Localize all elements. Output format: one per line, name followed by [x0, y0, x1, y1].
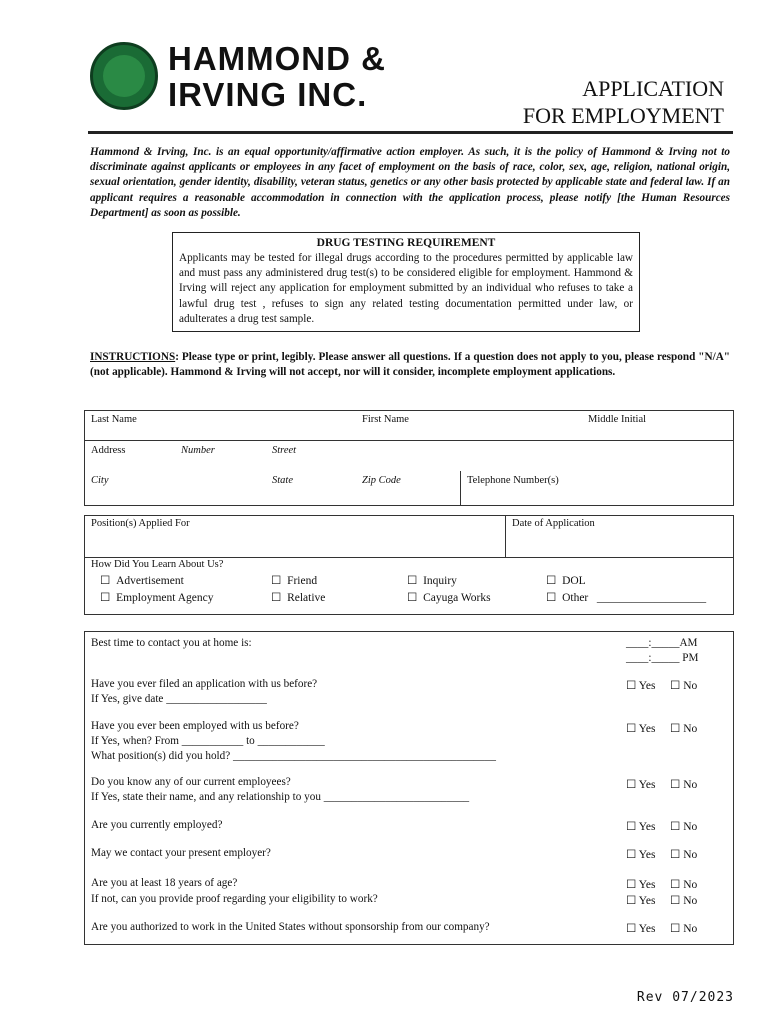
yes-label: Yes: [638, 779, 656, 791]
no-label: No: [683, 821, 698, 833]
divider: [84, 557, 734, 558]
checkbox-icon[interactable]: ☐: [626, 680, 637, 692]
address-street-label: Street: [272, 445, 297, 456]
q-employed-before-yes[interactable]: [626, 721, 656, 735]
first-name-field[interactable]: First Name: [362, 414, 409, 425]
option-label: Employment Agency: [116, 592, 214, 604]
no-label: No: [683, 680, 698, 692]
option-advertisement[interactable]: [100, 573, 184, 587]
no-label: No: [683, 779, 698, 791]
checkbox-icon[interactable]: ☐: [407, 592, 418, 604]
eeo-statement: Hammond & Irving, Inc. is an equal opportunity/affirmative action employer. As such, it is the policy of Hammond & Irving not to discriminate against applicants or employees in any facet of employment on the basis of race, color, sex, age, religion, national origin, sexual orientation, gender identity, disability, veteran status, genetics or any other basis protected by applicable state and federal law. If an applicant requires a reasonable accommodation in connection with the application process, please notify [the Human Resources Department] as soon as possible.: [90, 146, 730, 219]
q-employed-before-when-input[interactable]: If Yes, when? From ___________ to ____________: [91, 735, 325, 747]
checkbox-icon[interactable]: ☐: [670, 779, 681, 791]
no-label: No: [683, 723, 698, 735]
best-time-label: Best time to contact you at home is:: [91, 637, 252, 649]
q-age-18-yes[interactable]: [626, 877, 656, 891]
learn-about-label: How Did You Learn About Us?: [91, 559, 224, 570]
q-employed-before: Have you ever been employed with us before?: [91, 720, 299, 732]
q-know-employees-relationship-input[interactable]: If Yes, state their name, and any relationship to you __________________________: [91, 791, 470, 803]
yes-label: Yes: [638, 923, 656, 935]
checkbox-icon[interactable]: ☐: [546, 592, 557, 604]
q-currently-employed-yes[interactable]: [626, 819, 656, 833]
best-time-pm-input[interactable]: ____:_____ PM: [626, 652, 699, 664]
option-relative[interactable]: [271, 590, 325, 604]
q-know-employees-no[interactable]: [670, 777, 697, 791]
checkbox-icon[interactable]: ☐: [626, 879, 637, 891]
yes-label: Yes: [638, 680, 656, 692]
q-eligibility-proof: If not, can you provide proof regarding your eligibility to work?: [91, 893, 378, 905]
page-title-line2: FOR EMPLOYMENT: [522, 103, 724, 128]
checkbox-icon[interactable]: ☐: [670, 849, 681, 861]
checkbox-icon[interactable]: ☐: [670, 923, 681, 935]
checkbox-icon[interactable]: ☐: [271, 592, 282, 604]
logo-text-line2: IRVING INC.: [168, 76, 368, 113]
q-work-authorization: Are you authorized to work in the United States without sponsorship from our company?: [91, 921, 490, 933]
instructions-text: : Please type or print, legibly. Please answer all questions. If a question does not apply to you, please respond "N/A" (not applicable). Hammond & Irving will not accept, nor will it consider, incomplete employment applications.: [90, 351, 730, 379]
option-cayuga-works[interactable]: [407, 590, 491, 604]
yes-label: Yes: [638, 879, 656, 891]
option-label: Other: [562, 592, 589, 604]
q-age-18: Are you at least 18 years of age?: [91, 877, 238, 889]
position-applied-field[interactable]: Position(s) Applied For: [91, 518, 190, 529]
other-input[interactable]: ___________________: [596, 592, 707, 604]
checkbox-icon[interactable]: ☐: [670, 879, 681, 891]
checkbox-icon[interactable]: ☐: [626, 895, 637, 907]
header-divider: [88, 131, 733, 134]
q-employed-before-no[interactable]: [670, 721, 697, 735]
checkbox-icon[interactable]: ☐: [626, 821, 637, 833]
yes-label: Yes: [638, 895, 656, 907]
city-field[interactable]: City: [91, 475, 109, 486]
last-name-field[interactable]: Last Name: [91, 414, 137, 425]
checkbox-icon[interactable]: ☐: [626, 779, 637, 791]
checkbox-icon[interactable]: ☐: [100, 592, 111, 604]
q-filed-before: Have you ever filed an application with us before?: [91, 678, 318, 690]
divider: [84, 440, 734, 441]
no-label: No: [683, 923, 698, 935]
q-know-employees-yes[interactable]: [626, 777, 656, 791]
checkbox-icon[interactable]: ☐: [670, 680, 681, 692]
company-logo: [88, 40, 418, 116]
checkbox-icon[interactable]: ☐: [626, 923, 637, 935]
q-contact-employer-yes[interactable]: [626, 847, 656, 861]
instructions-label: INSTRUCTIONS: [90, 351, 176, 363]
no-label: No: [683, 879, 698, 891]
q-filed-before-no[interactable]: [670, 678, 697, 692]
option-label: Relative: [287, 592, 326, 604]
checkbox-icon[interactable]: ☐: [271, 575, 282, 587]
q-eligibility-proof-no[interactable]: [670, 893, 697, 907]
option-label: Advertisement: [116, 575, 184, 587]
instructions: [90, 350, 730, 380]
checkbox-icon[interactable]: ☐: [546, 575, 557, 587]
q-work-authorization-yes[interactable]: [626, 921, 656, 935]
checkbox-icon[interactable]: ☐: [670, 723, 681, 735]
address-number-label: Number: [181, 445, 215, 456]
yes-label: Yes: [638, 723, 656, 735]
q-employed-before-position-input[interactable]: What position(s) did you hold? _______________________________________________: [91, 750, 496, 762]
telephone-field[interactable]: Telephone Number(s): [467, 475, 559, 486]
state-field[interactable]: State: [272, 475, 293, 486]
q-know-employees: Do you know any of our current employees?: [91, 776, 291, 788]
option-label: Cayuga Works: [423, 592, 491, 604]
option-employment-agency[interactable]: [100, 590, 213, 604]
checkbox-icon[interactable]: ☐: [100, 575, 111, 587]
logo-emblem: [90, 42, 158, 110]
drug-testing-title: DRUG TESTING REQUIREMENT: [316, 237, 496, 249]
q-filed-before-yes[interactable]: [626, 678, 656, 692]
option-dol[interactable]: [546, 573, 586, 587]
no-label: No: [683, 895, 698, 907]
option-friend[interactable]: [271, 573, 317, 587]
q-filed-before-date-input[interactable]: If Yes, give date __________________: [91, 693, 267, 705]
yes-label: Yes: [638, 821, 656, 833]
checkbox-icon[interactable]: ☐: [670, 821, 681, 833]
option-label: Inquiry: [423, 575, 457, 587]
page-title-line1: APPLICATION: [582, 76, 724, 101]
yes-label: Yes: [638, 849, 656, 861]
checkbox-icon[interactable]: ☐: [670, 895, 681, 907]
checkbox-icon[interactable]: ☐: [626, 723, 637, 735]
q-currently-employed-no[interactable]: [670, 819, 697, 833]
checkbox-icon[interactable]: ☐: [407, 575, 418, 587]
date-of-application-field[interactable]: Date of Application: [512, 518, 595, 529]
q-currently-employed: Are you currently employed?: [91, 819, 223, 831]
drug-testing-box: [172, 232, 640, 332]
option-inquiry[interactable]: [407, 573, 457, 587]
zip-code-field[interactable]: Zip Code: [362, 475, 401, 486]
no-label: No: [683, 849, 698, 861]
option-other[interactable]: [546, 590, 706, 604]
checkbox-icon[interactable]: ☐: [626, 849, 637, 861]
divider: [505, 515, 506, 557]
q-eligibility-proof-yes[interactable]: [626, 893, 656, 907]
middle-initial-field[interactable]: Middle Initial: [588, 414, 647, 425]
revision-label: Rev 07/2023: [636, 990, 734, 1005]
address-field[interactable]: Address: [91, 445, 126, 456]
q-contact-employer-no[interactable]: [670, 847, 697, 861]
q-age-18-no[interactable]: [670, 877, 697, 891]
logo-text-line1: HAMMOND &: [168, 40, 386, 77]
q-work-authorization-no[interactable]: [670, 921, 697, 935]
option-label: Friend: [287, 575, 318, 587]
best-time-am-input[interactable]: ____:_____AM: [626, 637, 698, 649]
drug-testing-text: Applicants may be tested for illegal drugs according to the procedures permitted by applicable law and must pass any administered drug test(s) to be considered eligible for employment. Hammond & Irving will reject any application for employment submitted by an individual who refuses to take a lawful drug test , refuses to sign any related testing documentation permitted under law, or adulterates a drug test sample.: [179, 252, 633, 325]
q-contact-employer: May we contact your present employer?: [91, 847, 271, 859]
divider: [460, 471, 461, 506]
option-label: DOL: [562, 575, 586, 587]
